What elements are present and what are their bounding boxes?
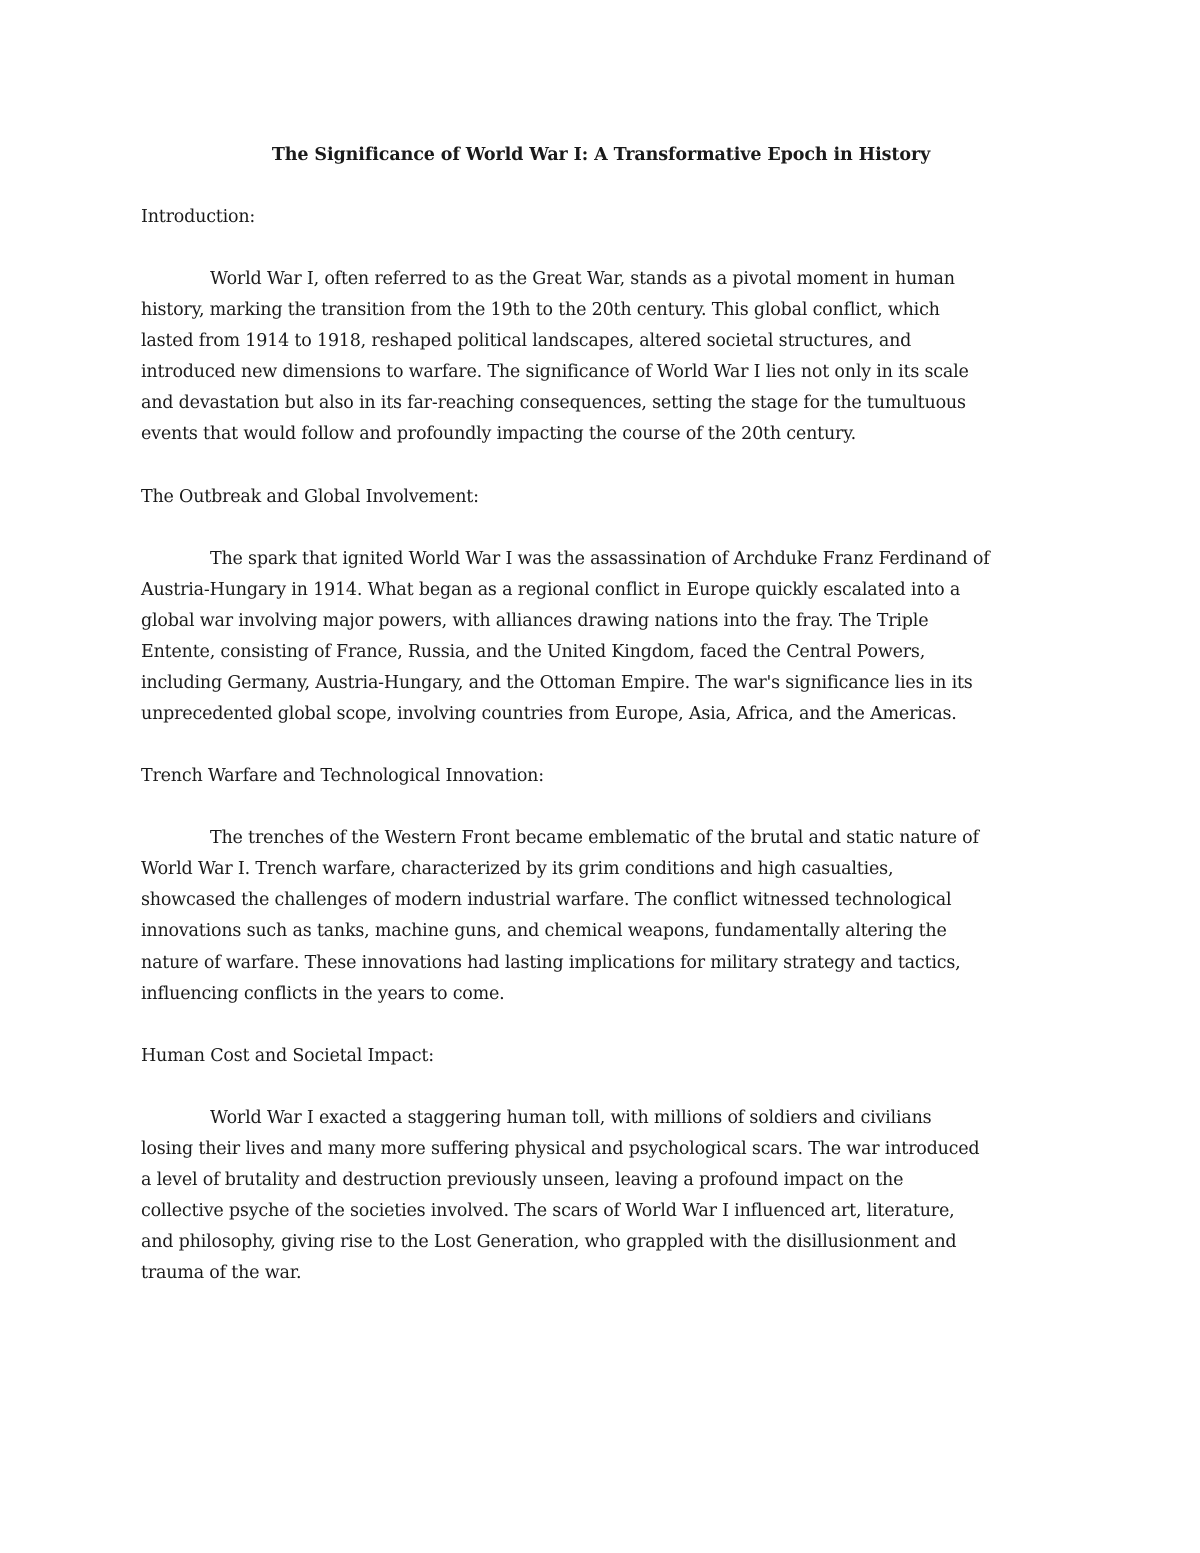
paragraph-line: Austria-Hungary in 1914. What began as a regional conflict in Europe quickly escalated into a [141,579,961,600]
document-body [141,140,1061,1289]
paragraph-line: collective psyche of the societies involved. The scars of World War I influenced art, literature, [141,1200,955,1221]
section-heading-introduction: Introduction: [141,207,256,227]
paragraph-line: losing their lives and many more suffering physical and psychological scars. The war introduced [141,1138,980,1159]
paragraph-line: World War I. Trench warfare, characterized by its grim conditions and high casualties, [141,859,894,880]
paragraph-line: The trenches of the Western Front became emblematic of the brutal and static nature of [210,828,979,849]
paragraph-line: history, marking the transition from the 19th to the 20th century. This global conflict, which [141,300,940,321]
paragraph-line: events that would follow and profoundly impacting the course of the 20th century. [141,424,856,445]
section-paragraph-introduction [141,264,1061,451]
section-heading-outbreak: The Outbreak and Global Involvement: [141,486,479,507]
paragraph-line: global war involving major powers, with alliances drawing nations into the fray. The Triple [141,610,929,631]
paragraph-line: showcased the challenges of modern industrial warfare. The conflict witnessed technological [141,890,952,911]
section-heading-human-cost: Human Cost and Societal Impact: [141,1045,434,1066]
paragraph-line: a level of brutality and destruction previously unseen, leaving a profound impact on the [141,1169,904,1190]
paragraph-line: nature of warfare. These innovations had lasting implications for military strategy and tactics, [141,952,961,973]
paragraph-line: and devastation but also in its far-reaching consequences, setting the stage for the tumultuous [141,393,966,414]
section-paragraph-human-cost [141,1103,1061,1290]
paragraph-line: World War I exacted a staggering human toll, with millions of soldiers and civilians [210,1107,932,1128]
section-heading-trench-warfare: Trench Warfare and Technological Innovation: [141,766,544,787]
paragraph-line: The spark that ignited World War I was the assassination of Archduke Franz Ferdinand of [210,548,990,569]
paragraph-line: influencing conflicts in the years to come. [141,983,505,1004]
paragraph-line: including Germany, Austria-Hungary, and the Ottoman Empire. The war's significance lies in its [141,672,973,693]
paragraph-line: and philosophy, giving rise to the Lost Generation, who grappled with the disillusionment and [141,1232,957,1253]
paragraph-line: Entente, consisting of France, Russia, and the United Kingdom, faced the Central Powers, [141,641,926,662]
paragraph-line: World War I, often referred to as the Great War, stands as a pivotal moment in human [210,269,955,289]
document-title: The Significance of World War I: A Transformative Epoch in History [271,145,931,165]
paragraph-line: introduced new dimensions to warfare. The significance of World War I lies not only in its scale [141,362,969,383]
paragraph-line: innovations such as tanks, machine guns, and chemical weapons, fundamentally altering the [141,921,947,942]
section-paragraph-outbreak [141,544,1061,731]
paragraph-line: lasted from 1914 to 1918, reshaped political landscapes, altered societal structures, and [141,331,912,352]
section-paragraph-trench-warfare [141,823,1061,1010]
paragraph-line: unprecedented global scope, involving countries from Europe, Asia, Africa, and the Americas. [141,704,957,725]
paragraph-line: trauma of the war. [141,1263,302,1284]
